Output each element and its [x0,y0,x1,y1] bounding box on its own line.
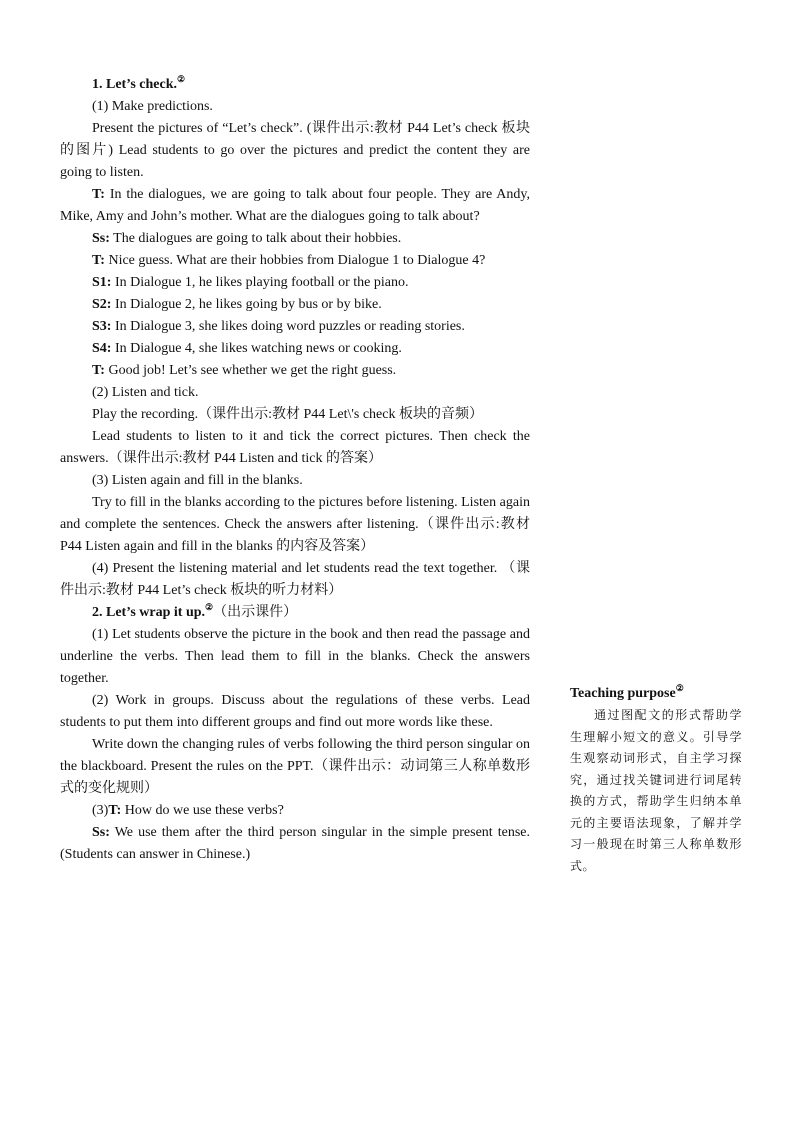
dialogue-line: T: In the dialogues, we are going to talk about four people. They are Andy, Mike, Amy and John’s mother. What are the dialogues going to talk about? [60,187,530,224]
sidebar-title: Teaching purpose② [570,683,684,701]
dialogue-line: S1: In Dialogue 1, he likes playing football or the piano. [92,275,409,290]
dialogue-line: S3: In Dialogue 3, she likes doing word puzzles or reading stories. [92,319,465,334]
dialogue-line: (3)T: How do we use these verbs? [92,803,284,818]
paragraph: Try to fill in the blanks according to the pictures before listening. Listen again and complete the sentences. Check the answers after listening.（课件出示:教材 P44 Listen again and fill in the blanks 的内容及答案） [60,495,530,554]
paragraph: Lead students to listen to it and tick the correct pictures. Then check the answers.（课件出示:教材 P44 Listen and tick 的答案） [60,429,530,466]
section-heading-lets-check: 1. Let’s check.② [92,74,186,92]
speaker-label: T: [92,253,105,268]
speaker-label: S4: [92,341,112,356]
footnote-mark: ② [675,683,684,693]
speaker-label: S2: [92,297,112,312]
sidebar-body: 通过图配文的形式帮助学生理解小短文的意义。引导学生观察动词形式，自主学习探究，通过找关键词进行词尾转换的方式，帮助学生归纳本单元的主要语法现象，了解并学习一般现在时第三人称单数形式。 [570,708,742,873]
lesson-procedure [60,74,530,866]
dialogue-line: T: Nice guess. What are their hobbies from Dialogue 1 to Dialogue 4? [92,253,486,268]
speaker-label: S3: [92,319,112,334]
teaching-purpose-sidebar [570,683,742,877]
speaker-label: Ss: [92,825,110,840]
dialogue-line: Ss: The dialogues are going to talk about their hobbies. [92,231,402,246]
paragraph: Write down the changing rules of verbs following the third person singular on the blackboard. Present the rules on the PPT.（课件出示：动词第三人称单数形式的变化规则） [60,737,530,796]
paragraph: (4) Present the listening material and let students read the text together. （课件出示:教材 P44 Let’s check 板块的听力材料） [60,561,530,598]
speaker-label: T: [92,187,105,202]
speaker-label: S1: [92,275,112,290]
dialogue-line: Ss: We use them after the third person singular in the simple present tense. (Students can answer in Chinese.) [60,825,530,862]
step-listen-and-tick: (2) Listen and tick. [92,385,199,400]
paragraph: Present the pictures of “Let’s check”. (课件出示:教材 P44 Let’s check 板块的图片) Lead students to go over the pictures and predict the content they are going to listen. [60,121,530,180]
dialogue-line: S4: In Dialogue 4, she likes watching news or cooking. [92,341,402,356]
footnote-mark: ② [205,602,214,612]
speaker-label: T: [92,363,105,378]
paragraph: (2) Work in groups. Discuss about the regulations of these verbs. Lead students to put them into different groups and find out more words like these. [60,693,530,730]
dialogue-line: S2: In Dialogue 2, he likes going by bus or by bike. [92,297,382,312]
paragraph: Play the recording.（课件出示:教材 P44 Let\'s check 板块的音频） [92,407,483,422]
speaker-label: Ss: [92,231,110,246]
dialogue-line: T: Good job! Let’s see whether we get the right guess. [92,363,397,378]
step-listen-again: (3) Listen again and fill in the blanks. [92,473,303,488]
section-heading-wrap-it-up: 2. Let’s wrap it up.②（出示课件） [92,602,298,620]
speaker-label: T: [108,803,122,818]
paragraph: (1) Let students observe the picture in the book and then read the passage and underline the verbs. Then lead them to fill in the blanks. Check the answers together. [60,627,530,686]
step-make-predictions: (1) Make predictions. [92,99,213,114]
footnote-mark: ② [177,74,186,84]
